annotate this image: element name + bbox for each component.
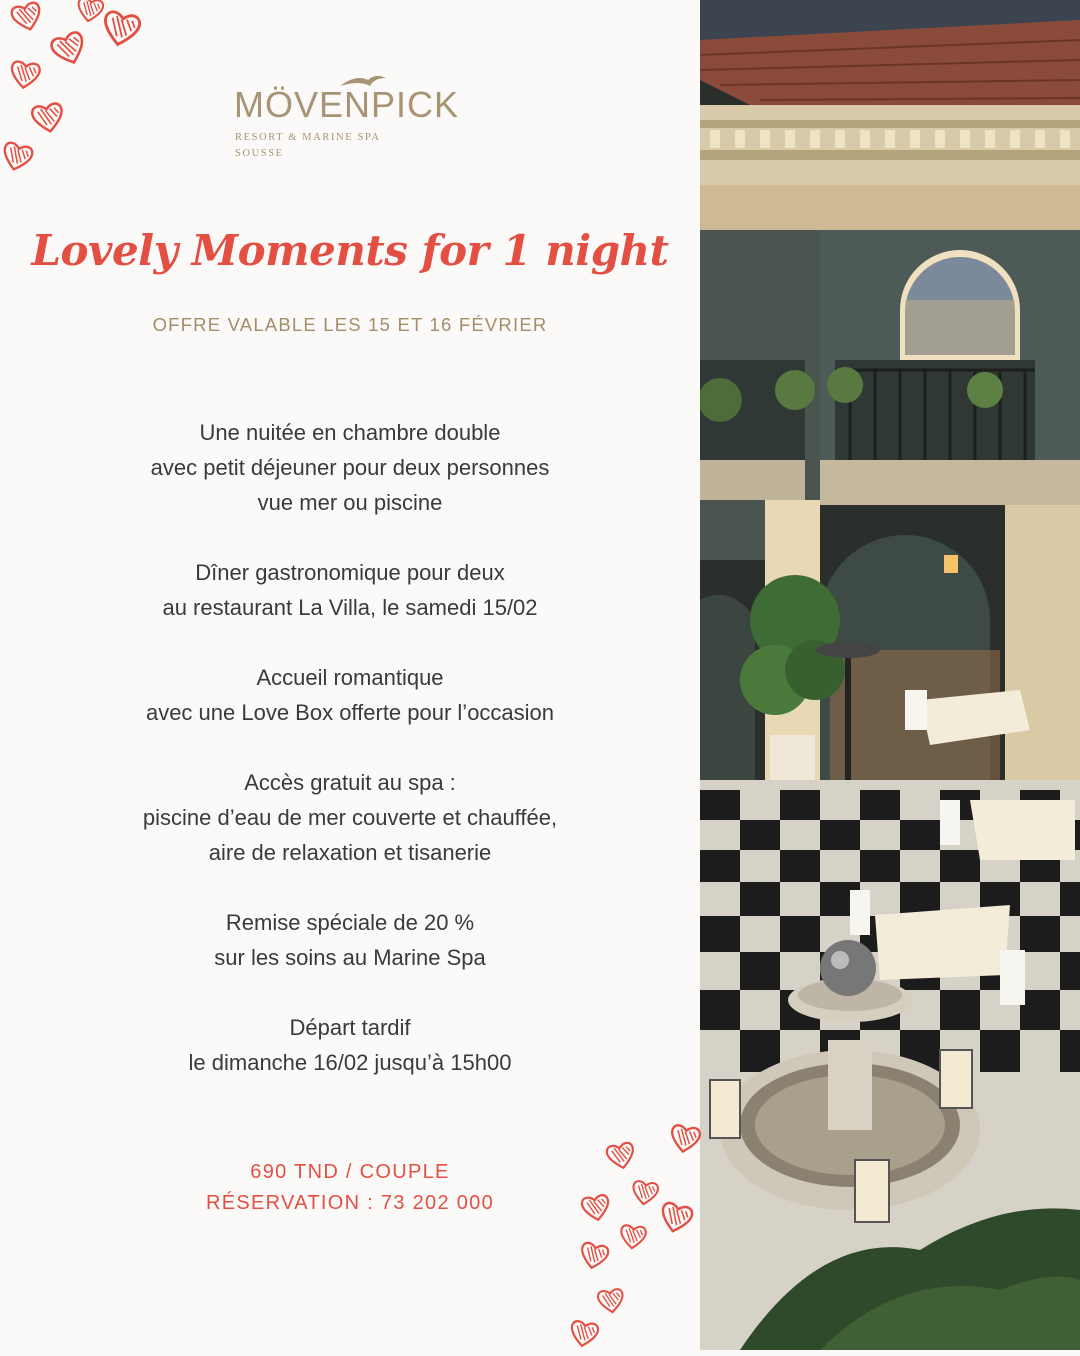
offer-line: aire de relaxation et tisanerie: [208, 840, 492, 865]
heart-icon: [6, 56, 44, 94]
offer-item-late-checkout: [0, 1010, 700, 1080]
courtyard-photo: [700, 0, 1080, 1350]
offer-validity: OFFRE VALABLE LES 15 ET 16 FÉVRIER: [152, 314, 548, 335]
offer-item-dinner: [0, 555, 700, 625]
heart-icon: [602, 1137, 640, 1175]
brand-name: MÖVENPICK: [234, 84, 460, 125]
offer-line: piscine d’eau de mer couverte et chauffée,: [142, 805, 558, 830]
offer-item-spa-discount: [0, 905, 700, 975]
offer-line: Dîner gastronomique pour deux: [195, 560, 505, 585]
offer-line: le dimanche 16/02 jusqu’à 15h00: [188, 1050, 512, 1075]
heart-icon: [594, 1284, 628, 1318]
offer-line: Une nuitée en chambre double: [199, 420, 501, 445]
offer-line: vue mer ou piscine: [257, 490, 443, 515]
courtyard-illustration: [700, 0, 1080, 1350]
reservation-phone[interactable]: RÉSERVATION : 73 202 000: [206, 1192, 494, 1214]
offer-title: Lovely Moments for 1 night: [31, 226, 669, 275]
heart-icon: [575, 1237, 613, 1275]
heart-icon: [27, 97, 69, 139]
offer-item-welcome: [0, 660, 700, 730]
offer-line: Départ tardif: [289, 1015, 411, 1040]
offer-line: sur les soins au Marine Spa: [214, 945, 486, 970]
offer-list: [0, 415, 700, 1115]
offer-line: Accès gratuit au spa :: [244, 770, 456, 795]
brand-subtitle-line2: SOUSSE: [235, 148, 284, 159]
heart-icon: [96, 4, 146, 54]
offer-item-spa-access: [0, 765, 700, 870]
heart-icon: [665, 1119, 704, 1158]
heart-icon: [617, 1221, 650, 1254]
brand-subtitle-line1: RESORT & MARINE SPA: [235, 132, 381, 143]
movenpick-logo: [234, 72, 474, 172]
offer-line: Remise spéciale de 20 %: [225, 910, 475, 935]
heart-icon: [628, 1176, 662, 1210]
offer-line: au restaurant La Villa, le samedi 15/02: [162, 595, 538, 620]
price: 690 TND / COUPLE: [250, 1161, 450, 1183]
offer-line: avec petit déjeuner pour deux personnes: [150, 455, 550, 480]
heart-icon: [577, 1189, 614, 1226]
offer-item-room: [0, 415, 700, 520]
heart-icon: [565, 1315, 602, 1352]
offer-line: avec une Love Box offerte pour l’occasion: [145, 700, 555, 725]
offer-line: Accueil romantique: [256, 665, 444, 690]
